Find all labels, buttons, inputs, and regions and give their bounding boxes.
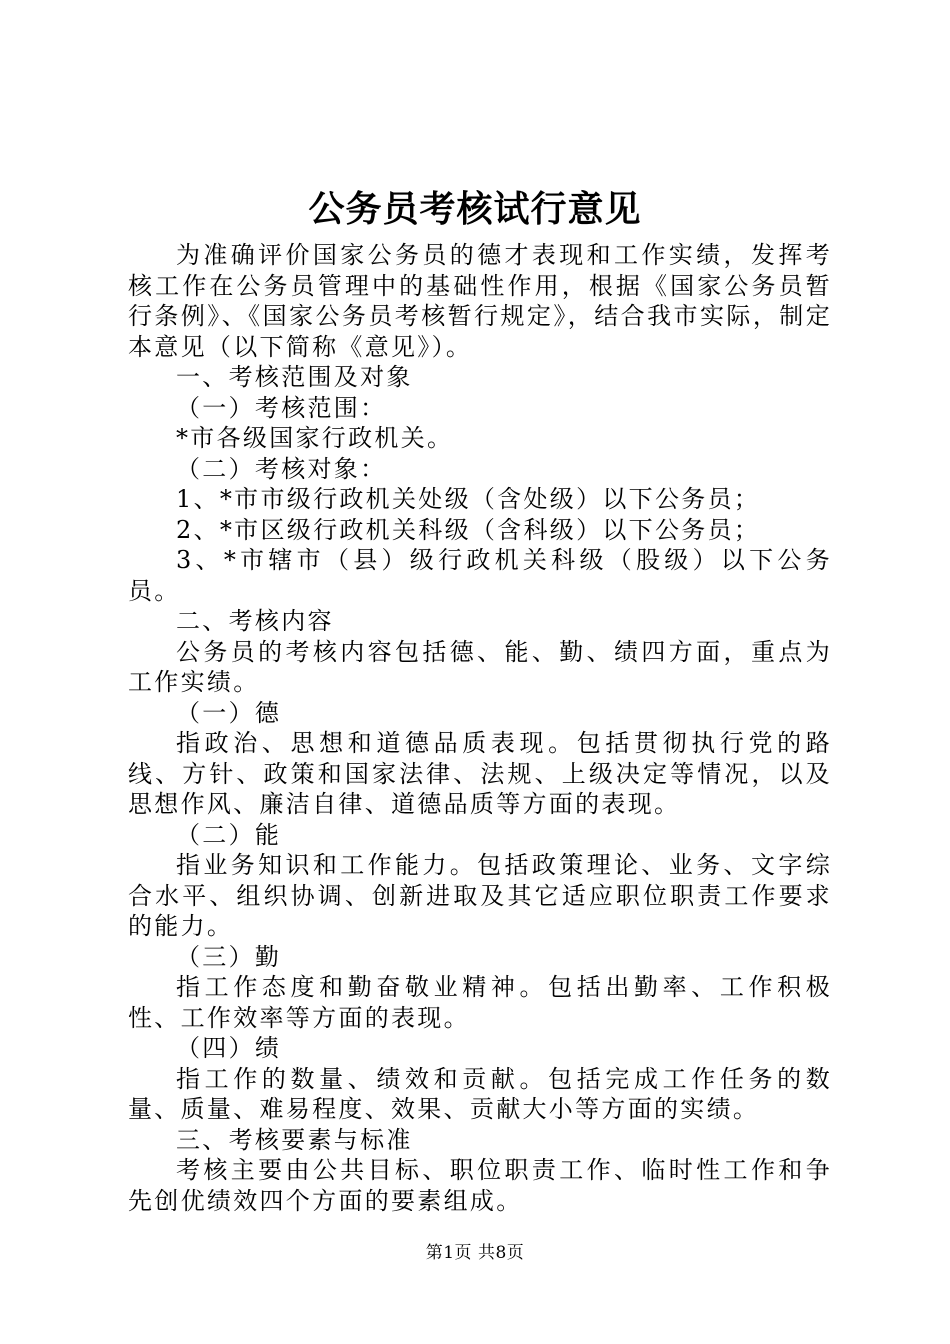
paragraph: 指业务知识和工作能力。包括政策理论、业务、文字综合水平、组织协调、创新进取及其它适应职位职责工作要求的能力。	[128, 851, 832, 940]
section-heading-1: 一、考核范围及对象	[176, 363, 413, 391]
paragraph: 指政治、思想和道德品质表现。包括贯彻执行党的路线、方针、政策和国家法律、法规、上级决定等情况，以及思想作风、廉洁自律、道德品质等方面的表现。	[128, 729, 832, 818]
list-item: 3、*市辖市（县）级行政机关科级（股级）以下公务员。	[128, 546, 832, 605]
subsection-heading: （三）勤	[176, 942, 282, 971]
subsection-heading: （二）考核对象：	[176, 454, 387, 483]
list-item: 2、*市区级行政机关科级（含科级）以下公务员；	[176, 515, 761, 544]
page-footer: 第1页 共8页	[425, 1243, 525, 1263]
section-heading-3: 三、考核要素与标准	[176, 1125, 413, 1154]
subsection-heading: （一）德	[176, 698, 282, 727]
paragraph: 指工作的数量、绩效和贡献。包括完成工作任务的数量、质量、难易程度、效果、贡献大小等方面的实绩。	[128, 1064, 832, 1123]
paragraph: 指工作态度和勤奋敬业精神。包括出勤率、工作积极性、工作效率等方面的表现。	[128, 973, 832, 1032]
document-title: 公务员考核试行意见	[308, 188, 642, 230]
paragraph: 公务员的考核内容包括德、能、勤、绩四方面，重点为工作实绩。	[128, 637, 832, 696]
paragraph: *市各级国家行政机关。	[176, 424, 454, 452]
section-heading-2: 二、考核内容	[176, 607, 334, 635]
intro-paragraph: 为准确评价国家公务员的德才表现和工作实绩，发挥考核工作在公务员管理中的基础性作用，根据《国家公务员暂行条例》、《国家公务员考核暂行规定》，结合我市实际，制定本意见（以下简称《意见》）。	[128, 241, 832, 361]
list-item: 1、*市市级行政机关处级（含处级）以下公务员；	[176, 485, 761, 513]
paragraph: 考核主要由公共目标、职位职责工作、临时性工作和争先创优绩效四个方面的要素组成。	[128, 1156, 832, 1215]
subsection-heading: （二）能	[176, 820, 282, 849]
document-body	[128, 240, 832, 1216]
subsection-heading: （一）考核范围：	[176, 393, 387, 422]
subsection-heading: （四）绩	[176, 1034, 282, 1062]
